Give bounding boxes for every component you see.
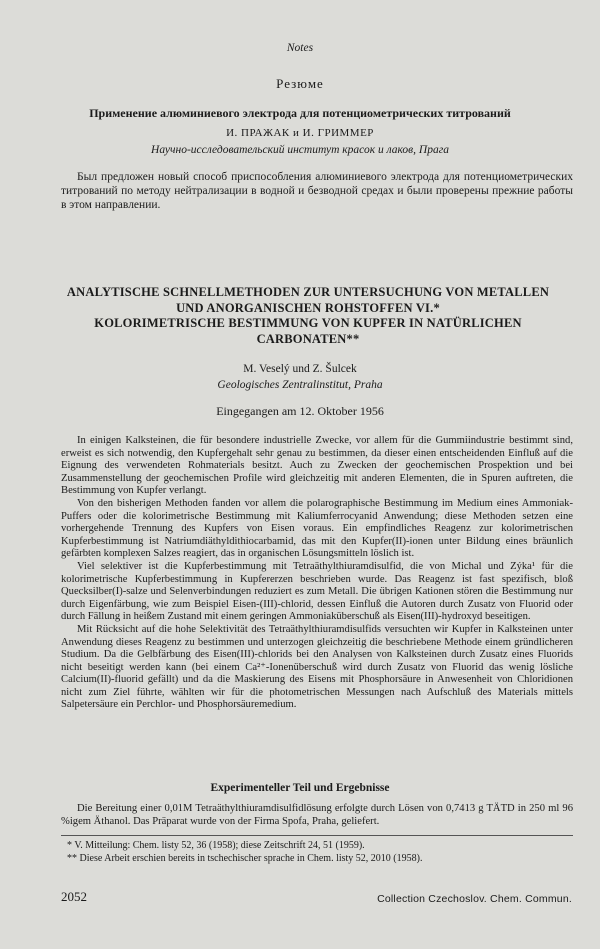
russian-summary-heading: Резюме: [276, 76, 324, 91]
body-paragraph: Viel selektiver ist die Kupferbestimmung mit Tetraäthylthiuramdisulfid, die von Michal und Zýka¹ für die kolorimetrische Kupferbestimmung in Kupfererzen beschrieben wurde. Das Reagenz ist fast spezifisch, bloß Quecksilber(I)-salze und Selenverbindungen reduziert es zum Metall. Die übrigen Kationen stören die Bestimmung nur durch Eigenfärbung, wie zum Beispiel Eisen-(III)-chlorid, dessen Einfluß die Autoren durch Zusatz von Fluorid oder durch Fällung in heißem Zustand mit einem geringen Ammoniaküberschuß als Eisen(III)-hydroxyd beseitigen.: [61, 560, 573, 623]
section-heading: Experimenteller Teil und Ergebnisse: [210, 782, 390, 794]
russian-summary-institute: Научно-исследовательский институт красок и лаков, Прага: [151, 144, 449, 156]
article-body: [61, 435, 573, 712]
experimental-paragraph: Die Bereitung einer 0,01M Tetraäthylthiuramdisulfidlösung erfolgte durch Lösen von 0,7413 g TÄTD in 250 ml 96 %igem Äthanol. Das Präparat wurde von der Firma Spofa, Praha, geliefert.: [61, 803, 573, 827]
body-paragraph: Von den bisherigen Methoden fanden vor allem die polarographische Bestimmung im Medium eines Ammoniak-Puffers oder die kolorimetrische Bestimmung mit Kaliumferrocyanid Anwendung; diese Methoden setzen eine vorhergehende Trennung des Kupfers von Eisen voraus. Ein empfindliches Reagenz zur kolorimetrischen Kupferbestimmung ist Natriumdiäthyldithiocarbamid, das mit den Kupfer(II)-ionen unter Bildung eines bräunlich gefärbten komplexen Salzes reagiert, das in organischen Lösungsmitteln löslich ist.: [61, 497, 573, 560]
article-title: [48, 285, 568, 347]
footnote: ** Diese Arbeit erschien bereits in tschechischer sprache in Chem. listy 52, 2010 (1958).: [67, 852, 423, 864]
footnote: * V. Mitteilung: Chem. listy 52, 36 (1958); diese Zeitschrift 24, 51 (1959).: [67, 840, 365, 851]
body-paragraph: Mit Rücksicht auf die hohe Selektivität des Tetraäthylthiuramdisulfids versuchten wir Kupfer in Kalksteinen unter Anwendung dieses Reagenz zu bestimmen und unterzogen gleichzeitig die beschriebene Methode einem gründlicheren Studium. Da die Gelbfärbung des Eisen(III)-chlorids bei den Analysen von Kalksteinen durch Zusatz eines Fluorids nicht beseitigt werden kann (bei einem Ca²⁺-Ionenüberschuß wird durch Zusatz von Fluorid das wenig lösliche Calcium(II)-fluorid gefällt) und da die Maskierung des Eisens mit Phosphorsäure in Anwesenheit von Chloridionen nicht zum Ziel führte, wählten wir für die photometrischen Messungen nach Aufschluß des Materials mittels Salpetersäure ein Perchlor- und Phosphorsäuremedium.: [61, 623, 573, 711]
article-title-line: ANALYTISCHE SCHNELLMETHODEN ZUR UNTERSUCHUNG VON METALLEN: [66, 285, 550, 299]
page-number: 2052: [61, 889, 87, 904]
received-date: Eingegangen am 12. Oktober 1956: [216, 404, 384, 418]
article-title-line: CARBONATEN**: [256, 331, 360, 346]
russian-summary-abstract: Был предложен новый способ приспособления алюминиевого электрода для потенциометрических титрований по методу нейтрализации в водной и безводной средах и были проверены прежние работы в этом направлении.: [61, 171, 573, 211]
russian-summary-title: Применение алюминиевого электрода для потенциометрических титрований: [89, 106, 511, 120]
russian-summary-authors: И. ПРАЖАК и И. ГРИММЕР: [226, 127, 374, 139]
body-paragraph: In einigen Kalksteinen, die für besondere industrielle Zwecke, vor allem für die Gummiindustrie bestimmt sind, erweist es sich notwendig, den Kupfergehalt sehr genau zu bestimmen, da dieser einen entscheidenden Einfluß auf die Eignung des verwendeten Rohmaterials besitzt. Auch zu Zwecken der geochemischen Prospektion und bei Zusammenstellung der geochemischen Profile wird gleichzeitig mit anderen Elementen, die in Spuren auftreten, die Bestimmung von Kupfer verlangt.: [61, 435, 573, 497]
article-title-line: UND ANORGANISCHEN ROHSTOFFEN VI.*: [176, 300, 440, 315]
article-authors: M. Veselý und Z. Šulcek: [243, 363, 357, 375]
journal-name: Collection Czechoslov. Chem. Commun.: [377, 893, 572, 905]
running-head: Notes: [286, 42, 314, 54]
footnotes: [61, 840, 573, 865]
article-institute: Geologisches Zentralinstitut, Praha: [217, 379, 383, 391]
footnote-divider: [61, 835, 573, 836]
article-title-line: KOLORIMETRISCHE BESTIMMUNG VON KUPFER IN NATÜRLICHEN: [94, 316, 522, 330]
